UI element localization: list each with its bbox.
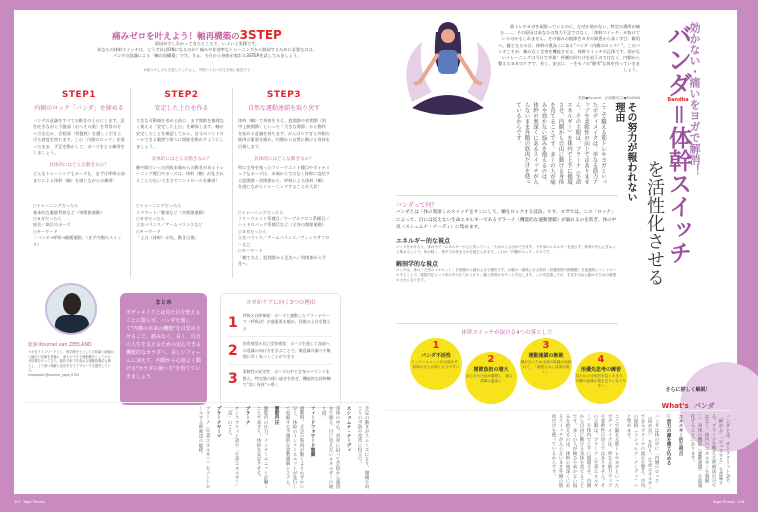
reason-number: 1 [228,314,238,331]
left-page [14,10,380,494]
magazine-name: Yoga Fitness [23,500,46,504]
detail: ○ヨガだったら [33,216,62,222]
reason-number: 3 [228,371,238,388]
glossary-columns [24,402,370,490]
step-1 [28,88,131,278]
magazine-name: Yoga Fitness [712,500,735,504]
column-heading: プラーナヤーマ [216,406,221,439]
step-title: 自然な運動連鎖を取り戻す [247,105,320,112]
step-question: 具体的にはどんな動きなの？ [151,157,212,163]
reason-number: 2 [228,342,238,359]
detail: 立位バランス／アームバランスなど [136,222,203,228]
summary-body: ボディメイクとは見た目を整えることに限らず、バンダを通して"内側の本来の機能"を目覚めさせること。痛みなく、長く、自分の人生を支えるための安心できる機能的なカラダへ。美しいフォームに加えて、内側から心地よく動ける"カラダの使い方"を育てていきましょう。 [126,310,202,380]
step-label: STEP2 [164,90,199,100]
note: ※痛みやしびれを感じたら中止し、呼吸→土台→安定を順に確認する [143,68,251,72]
detail: 立位バランス／アームバランス／ヴィンヤサフローなど [238,235,330,247]
page-number: 107 [14,500,21,504]
pitfall-text: 軸がないため全身の協調が途切れて、「頑張るのに成果が薄い」 [520,360,572,374]
title-eq: ＝体幹スイッチ [665,103,691,264]
panda-section [396,195,618,283]
energy-title: エネルギー的な視点 [396,237,451,245]
whats-columns [386,410,731,492]
effort-heading: その努力が報われない理由 [613,102,636,202]
pitfall-number: 2 [487,354,495,365]
intro-line: バンダの意識による「軸の再構築」です。さぁ、今日から身体が変わる3STEPを試してみましょう。 [112,53,302,59]
step-label: STEP1 [61,90,97,100]
column-text: 腹腔内の圧力。インナーユニットが働くことで高まり、体幹を安定させる。 [256,406,268,489]
title-sub: を活性化させる [644,160,665,286]
step-answer: どんなトレーニングもポーズも、まずは呼吸の深まりによる体幹（軸）を感じながらの練習！ [33,171,125,183]
credit: 監修●Koumei 企画構成/文●MAMAN [578,96,640,100]
panda-body: バンダとは「体の奥深くのスイッチをオンにして、軸をロックする技法」です。ヨガでは、この「ロック」によって、目には見えない生命エネルギーであるプラーナ（機能的な運動連鎖）が漏れるのを防ぎ、体の中央（スシュムナ・ナーディ）に集めます。 [396,210,617,230]
reasons-box [220,293,341,408]
pitfall-number: 4 [597,354,605,365]
column-text: プラーナ（生命エネルギー）をコントロールする呼吸法の総称。 [198,406,210,489]
intro [54,41,360,60]
detail: 「土台（体幹）が先、動きは後」 [136,235,199,241]
column-heading: スシュムナ・ナーディ [346,406,351,452]
step-title: 安定した土台を作る [154,105,209,112]
detail: ○トレーニングだったら [33,203,79,209]
supervisor [28,341,114,378]
pitfall-text: インナーユニットが目覚めず、体幹の支えが弱くなりやすい [411,360,461,369]
step-question: 具体的にはどんな動きなの？ [254,157,314,163]
title-reading: Bandha [667,97,689,103]
supervisor-bio: ヨガをライフワークとし、理学療法士としての知識と経験から幅広い知識を基盤に、誰もができる運動療法としてのヨガ指導を行ってきた。動作分析力を高める運動指導法も導入し、より深い理解と応用を行うアプローチを提供している。 [28,350,114,373]
reason-text: 呼吸×自律神経：ポーズと連動したプラーナヤーマ（呼吸法）が過緊張を緩め、回復の土台を整える [242,313,331,331]
whats-label: What's [661,402,689,410]
detail: 「軸で支え、股関節から足先へ／肩関節から手先へ」 [238,254,327,266]
detail: 座位／臥位のポーズ [33,222,71,228]
reason-item [228,337,333,365]
energy-col-body: バンダは体の中に「内側のロック（留め具）」を作り、生命エネルギーであるプラーナの流れを整え、中央の経路（スシュムナ・ナーディ）へと集めます。 [626,414,659,490]
title-main: バンダ [664,22,693,97]
pitfall-3 [520,338,572,390]
detail: ○トレーニングだったら [136,203,182,209]
supervisor-name: 監修:Koumei van ZEELAND [28,343,92,348]
main-title [665,22,691,264]
detail: ○トレーニングだったら [238,209,284,215]
right-page [380,10,737,494]
more-heading [642,386,734,412]
anatomy-title: 解剖学的な視点 [396,260,439,268]
column-heading: フィードフォワード制御 [310,406,315,457]
intro-text: 筋トレやヨガを頑張っているのに、なぜか効かない、特定の場所が痛む……。その原因はあなたの努力不足ではなく、「体幹スイッチ」が抜けているのかもしれません。その悩みの根源をヨガの知恵から深く学び、解消へ。鍵となるのは、体幹の奥深くにある"バンダ（内側のロック）"。このバンダこそが、痛みなく全身を機能させる、体幹スイッチの正体です。効かないトレーニングは今日で卒業！外側の形だけを追うのではなく、内側から整えるヨガのケアで、長く、安全に、一生モノの"健幸"な体を作っていきましょう。 [498,24,640,73]
energy-col-sub: ○活力の源を閉じ込める [666,414,671,465]
kicker: 効かない・痛いをヨガで解消！ [688,22,701,176]
intro-line: 原因が少しわかってきたところで、いよいよ実践です。 [154,41,260,46]
supervisor-handle: Instagram:@koumei_yoga_0705 [28,372,80,377]
pitfall-title: 形優先思考の練習 [580,367,621,373]
detail: スクワット／懸垂など（多関節運動） [136,209,207,215]
energy-col-title: エネルギー的な視点 [678,414,683,456]
step-body: 体幹（軸）で身体を支え、股関節や肩関節（肩甲上腕関節）といった「大きな関節」から動作を始める意識を持ちます。がんばりすぎる外側の筋肉の緊張を緩め、内側から自然に動ける身体を目指します。 [238,118,330,149]
reason-text: 柔軟性×安定性：ポーズの中で全身のバランスを整え、特定筋の使い過ぎを防ぎ、機能的な体幹軸で"効く身体"へ導く [242,369,331,388]
supervisor-photo [45,283,97,335]
more-lead: さらに詳しく解説！ [665,387,711,393]
detail: 「バンダ→呼吸→縮緩運動」（まず内側のスイッチ） [33,235,122,247]
pitfalls-title: 体幹スイッチが抜ける4つの落とし穴 [396,323,618,336]
anatomy-body: バンダは、体の「天然のコルセット」を深層から締め上げる操作です。お腹の一番奥にある筋肉（骨盤底筋や横隔膜）を意識的にコントロールすることで、腹腔内圧という体の中の圧力が上がり、腰と背骨がカチっと安定します。この安定感こそが、手足を自由に動かすための最強の土台になります。 [396,267,617,282]
footer-left [14,500,45,504]
step-body: 大きな可動域を求める前に、まず関節を無理なく使える「安定した土台」を確保します。軸が安定したことを確認してから、自分のコントロールできる範囲で徐々に関節を動かすようにしましょう。 [136,118,224,149]
column-text: サンスクリット語で「生命エネルギー」「気」のこと。 [227,406,239,489]
detail: ○キーワード [33,228,58,234]
pitfall-1 [410,338,462,390]
pitfall-title: バンダ不活性 [421,353,451,359]
column-text: 身体の中心、背骨に沿って会陰から頭頂まで通る、目に見えないエネルギーの通り道。 [321,406,340,489]
whats-body: バンダとは、サンスクリット語で「締める」「ロックする」を意味する。プラーナを整える呼吸法だけではなく、体内のエネルギーを制御し、身体の機能（運動連鎖）を最適化することにあります。 [690,414,730,488]
step-2 [131,88,233,278]
pitfall-text: ねじれや圧迫が蓄積し、痛み・故障の温床に [465,374,517,383]
energy-body: バンダをかけると、体の中で「エネルギーが上に昇っていく」ためのとる出ができます。下半身のエネルギーを逃さず、背骨の中心にぎゅっと集めることで、体が軽く、集中力が高まるのを感じられます。これが「内側のロック」の力です。 [396,244,616,254]
pitfall-title: 運動連鎖の断絶 [528,353,564,359]
detail: 基本的な腹筋背筋など（単関節運動） [33,209,105,215]
detail: ○キーワード [136,228,161,234]
column-text: 手足の動きがスムーズになり、腰痛や肩こりの予防や改善に役立つ。 [357,406,369,489]
detail: フリーウエイト系種目／ケーブルクロス系種目／ハイドロバッグ系種目など（全身の関節運動） [238,216,330,228]
detail: ○ヨガだったら [136,216,165,222]
step-body: バンダの意識をすべての動きの土台にします。息を吐きながら下腹部（おへその奥）を背骨の方へ引き込み、会陰部（骨盤底）を優しく引き上げる感覚を持ちます。この「内側のロック」を保ったまま、手足を動かして、ポーズをとる練習をしましょう。 [33,118,125,156]
pitfall-number: 3 [542,340,550,351]
header-title: 痛みゼロを叶えよう！軸再構築の [112,32,240,42]
step-label: STEP3 [266,90,302,100]
page-number: 108 [737,500,744,504]
pitfall-2 [465,352,517,404]
step-3 [233,88,335,278]
detail: ○キーワード [238,248,263,254]
summary-title: まとめ [155,300,172,306]
pitfall-4 [575,352,627,404]
step-question: 具体的にはどんな動きなの？ [49,163,109,169]
step-answer: 腕や脚といった四肢末端からの動きがあるトレーニング種目やポーズは、体幹（軸）が乱されることのない大きさでコントロールを練習！ [136,165,224,183]
footer-right [713,500,744,504]
column-heading: プラーナ [245,406,250,425]
reason-item [228,365,333,392]
summary-box [120,293,207,405]
pitfall-text: 見た目の完成形を急ぐあまり、内側の意識が置き去りになりやすい [575,374,627,388]
pitfall-number: 1 [432,340,440,351]
intro-line: あなたの体幹スイッチは、どうすればONになるのか？痛みや非効率なトレーニングから脱却するために必要なのは、 [97,47,317,53]
reason-text: 固有感覚×自己受容感覚：ポーズを通して深部への意識の向け方を学ぶことで、無意識の偏りや無理に早く気づくことができる [242,341,331,360]
column-text: 運動時、手足の筋肉が動くよりわずかに早く、体幹のインナーユニットが先行して収縮する予測的な姿勢制御システム。 [285,406,304,489]
effort-body: ここで鍛える筋トレやヨガといったボディメイクは、単なる筋力アップや柔軟性の向上ではありません。その主眼は、プラーナ（生命エネルギー）を体内で上手に循環させ、内側から自由に動ける身体を育てることです。多くの人が痛みや効かない悩みを抱えるのは、体幹の奥深くにあるスイッチが入らないまま外側の筋肉だけを使っているからです。 [515,102,606,185]
detail: ○ヨガだったら [238,228,267,234]
reason-item [228,309,333,337]
reasons-title: ヨガがケアに向く3つの理由 [245,300,316,306]
step-answer: 特に全身を使ったフリーウエイト種目やダイナミックなポーズは、末端からではなく体幹に直結する股関節・肩関節から、呼吸による体幹（軸）を感じながらトレーニングすることが大切！ [238,165,330,190]
step-title: 内側のロック「バンダ」を締める [34,105,124,112]
column-heading: 腹腔内圧 [274,406,279,425]
panda-question: バンダって何？ [396,202,438,209]
pitfall-title: 関節負担の増大 [473,367,509,373]
whats-panda: バンダ [693,402,715,410]
column-text: ここで鍛える筋トレやヨガといったボディメイクは、単なる筋力アップや柔軟性の向上ではありません。その主眼は、プラーナ（生命エネルギー）を体内で上手に循環させ、内側から自由に動ける身体を育てることです。多くの人が痛みや効かない悩みを抱えるのは、体幹の奥深くにあるスイッチが入らないまま外側の筋肉だけを使っているからです。 [551,414,619,488]
header-accent: 3STEP [239,28,282,42]
